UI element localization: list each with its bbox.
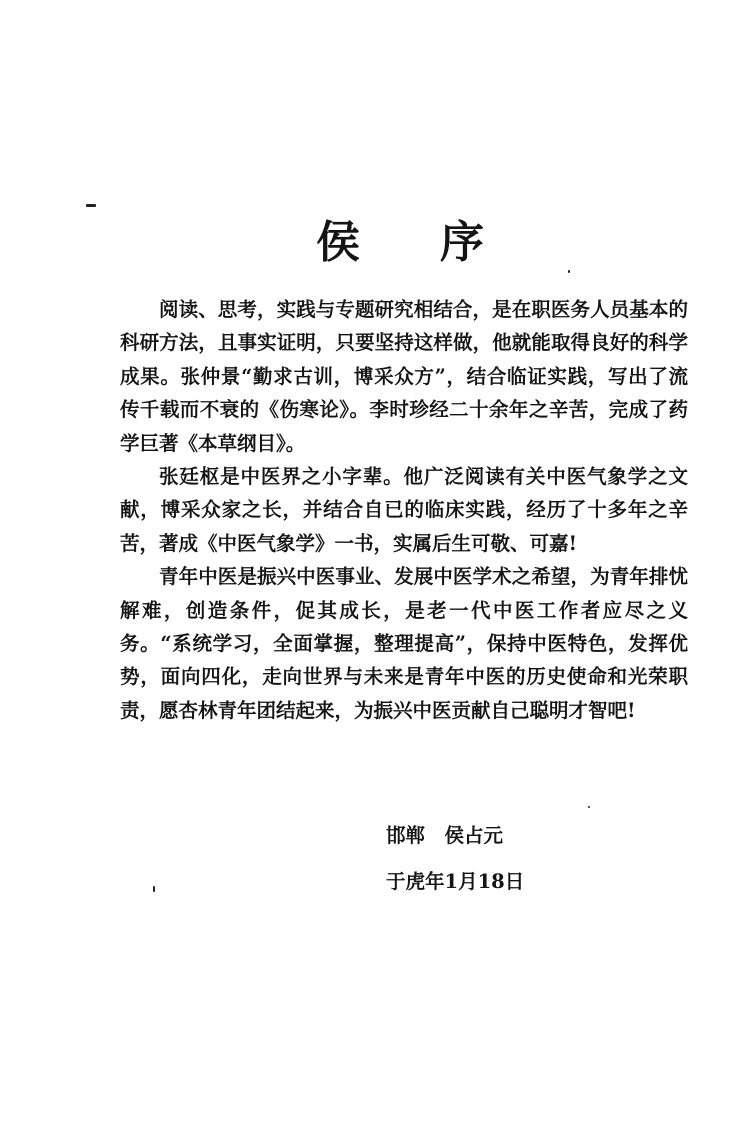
page-title: [0, 206, 737, 266]
paragraph-3: 青年中医是振兴中医事业、发展中医学术之希望，为青年排忧解难，创造条件，促其成长，是老一代中医工作者应尽之义务。“系统学习，全面掌握，整理提高”，保持中医特色，发挥优势，面向四化，走向世界与未来是青年中医的历史使命和光荣职责，愿杏林青年团结起来，为振兴中医贡献自己聪明才智吧!: [120, 565, 688, 722]
title-char-2: 序: [440, 217, 486, 268]
scan-speck: [153, 886, 155, 892]
scan-speck: [588, 806, 590, 808]
signature-name: 邯郸 侯占元: [386, 824, 504, 847]
signature-date: 于虎年1月18日: [386, 870, 525, 893]
paragraph-2: 张廷枢是中医界之小字辈。他广泛阅读有关中医气象学之文献，博采众家之长，并结合自已的临床实践，经历了十多年之辛苦，著成《中医气象学》一书，实属后生可敬、可嘉!: [120, 465, 688, 555]
title-char-1: 侯: [316, 217, 362, 268]
preface-body: [120, 293, 688, 727]
paragraph-1: 阅读、思考，实践与专题研究相结合，是在职医务人员基本的科研方法，且事实证明，只要坚持这样做，他就能取得良好的科学成果。张仲景“勤求古训，博采众方”，结合临证实践，写出了流传千载而不衰的《伤寒论》。李时珍经二十余年之辛苦，完成了药学巨著《本草纲目》。: [120, 298, 688, 455]
scan-speck: [568, 270, 570, 273]
